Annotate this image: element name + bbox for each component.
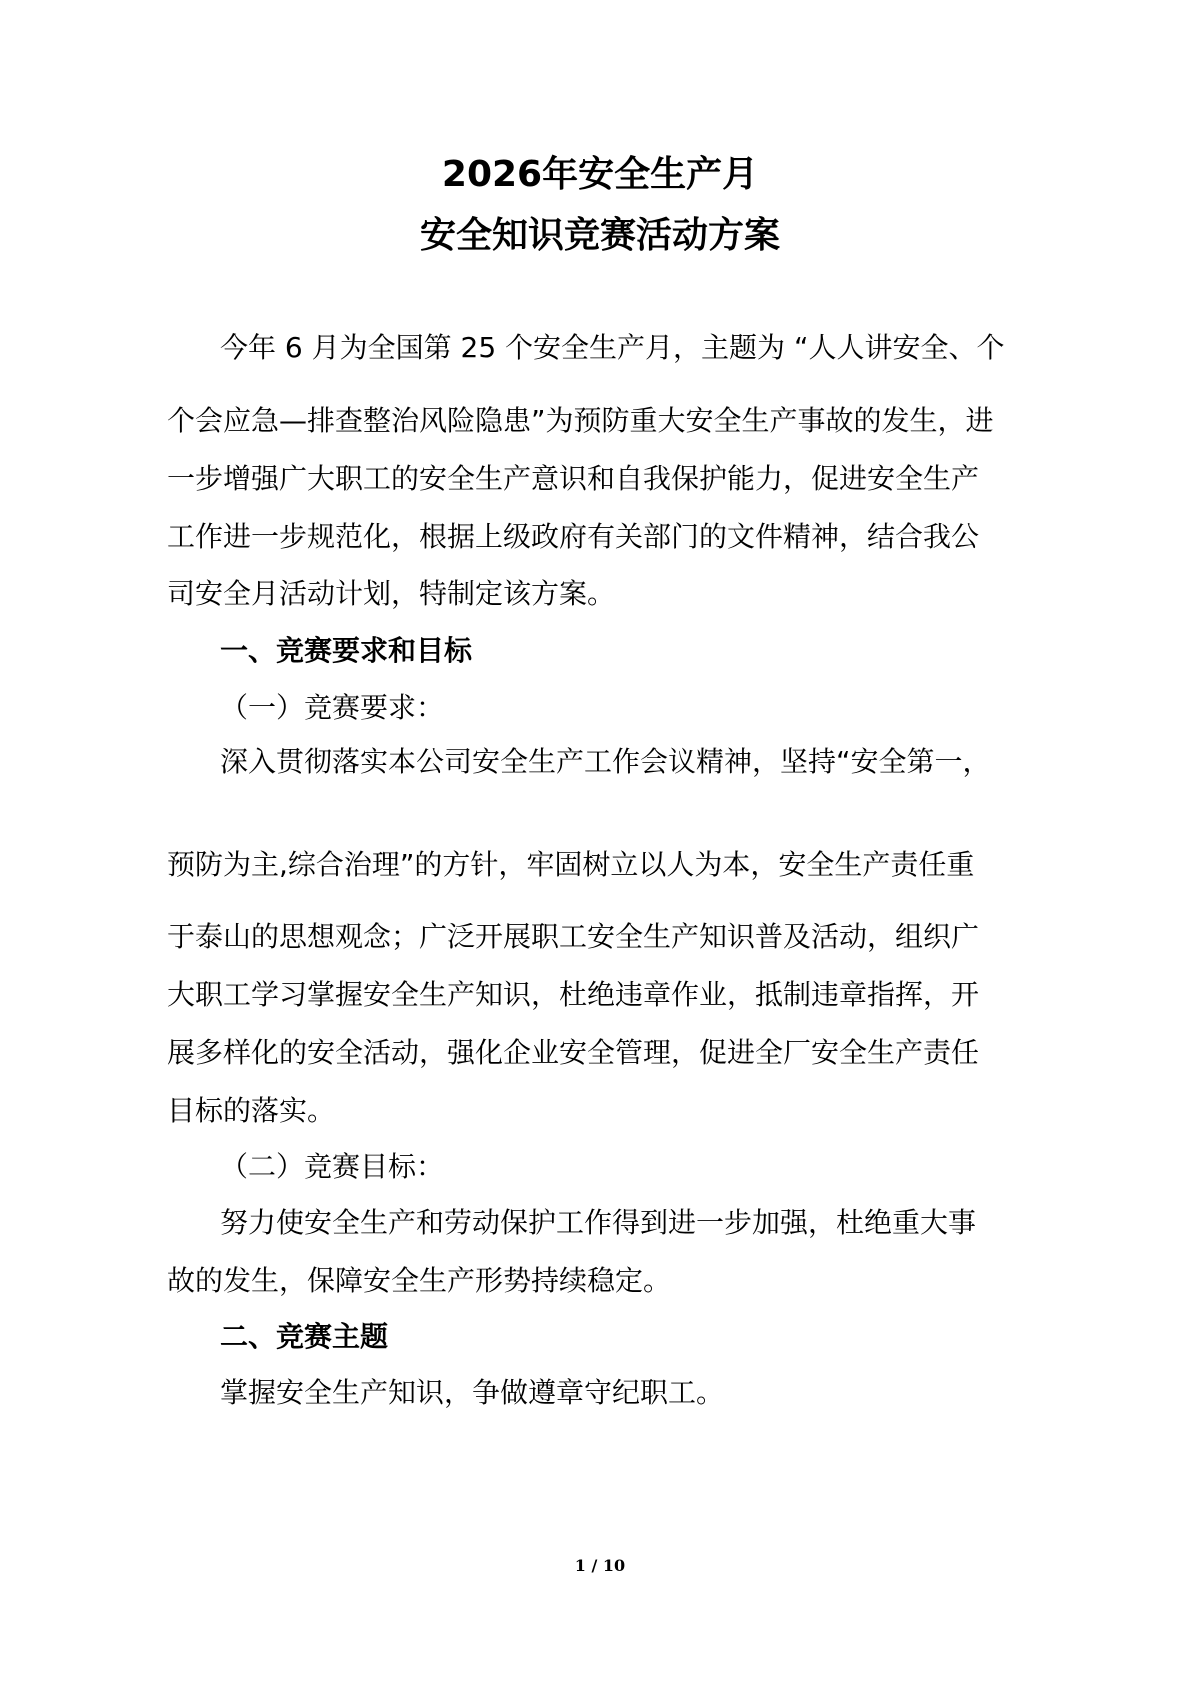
section-heading-text: 一、竞赛要求和目标 bbox=[220, 634, 473, 667]
paragraph-text: 展多样化的安全活动，强化企业安全管理，促进全厂安全生产责任 bbox=[167, 1036, 980, 1069]
paragraph-text: 掌握安全生产知识，争做遵章守纪职工。 bbox=[220, 1376, 725, 1409]
paragraph-text: 故的发生，保障安全生产形势持续稳定。 bbox=[167, 1264, 672, 1297]
paragraph-text: 工作进一步规范化，根据上级政府有关部门的文件精神，结合我公 bbox=[167, 520, 980, 553]
subsection-heading-text: （一）竞赛要求： bbox=[220, 691, 445, 724]
paragraph-text: 努力使安全生产和劳动保护工作得到进一步加强，杜绝重大事 bbox=[220, 1206, 977, 1239]
paragraph-text: 个会应急—排查整治风险隐患”为预防重大安全生产事故的发生，进 bbox=[167, 404, 994, 437]
paragraph-text: 目标的落实。 bbox=[167, 1094, 336, 1127]
subsection-heading-text: （二）竞赛目标： bbox=[220, 1150, 445, 1183]
paragraph-text: 深入贯彻落实本公司安全生产工作会议精神，坚持“安全第一， bbox=[220, 745, 991, 778]
document-title-line-2: 安全知识竞赛活动方案 bbox=[419, 215, 780, 256]
paragraph-text: 预防为主,综合治理”的方针，牢固树立以人为本，安全生产责任重 bbox=[167, 848, 975, 881]
section-heading-text: 二、竞赛主题 bbox=[220, 1320, 389, 1353]
paragraph-text: 今年 6 月为全国第 25 个安全生产月，主题为 “人人讲安全、个 bbox=[220, 331, 1005, 364]
paragraph-text: 大职工学习掌握安全生产知识，杜绝违章作业，抵制违章指挥，开 bbox=[167, 978, 980, 1011]
paragraph-text: 司安全月活动计划，特制定该方案。 bbox=[167, 577, 616, 610]
page-number: 1 / 10 bbox=[574, 1556, 626, 1575]
paragraph-text: 于泰山的思想观念；广泛开展职工安全生产知识普及活动，组织广 bbox=[167, 920, 980, 953]
paragraph-text: 一步增强广大职工的安全生产意识和自我保护能力，促进安全生产 bbox=[167, 462, 980, 495]
document-title-line-1: 2026年安全生产月 bbox=[441, 154, 759, 195]
